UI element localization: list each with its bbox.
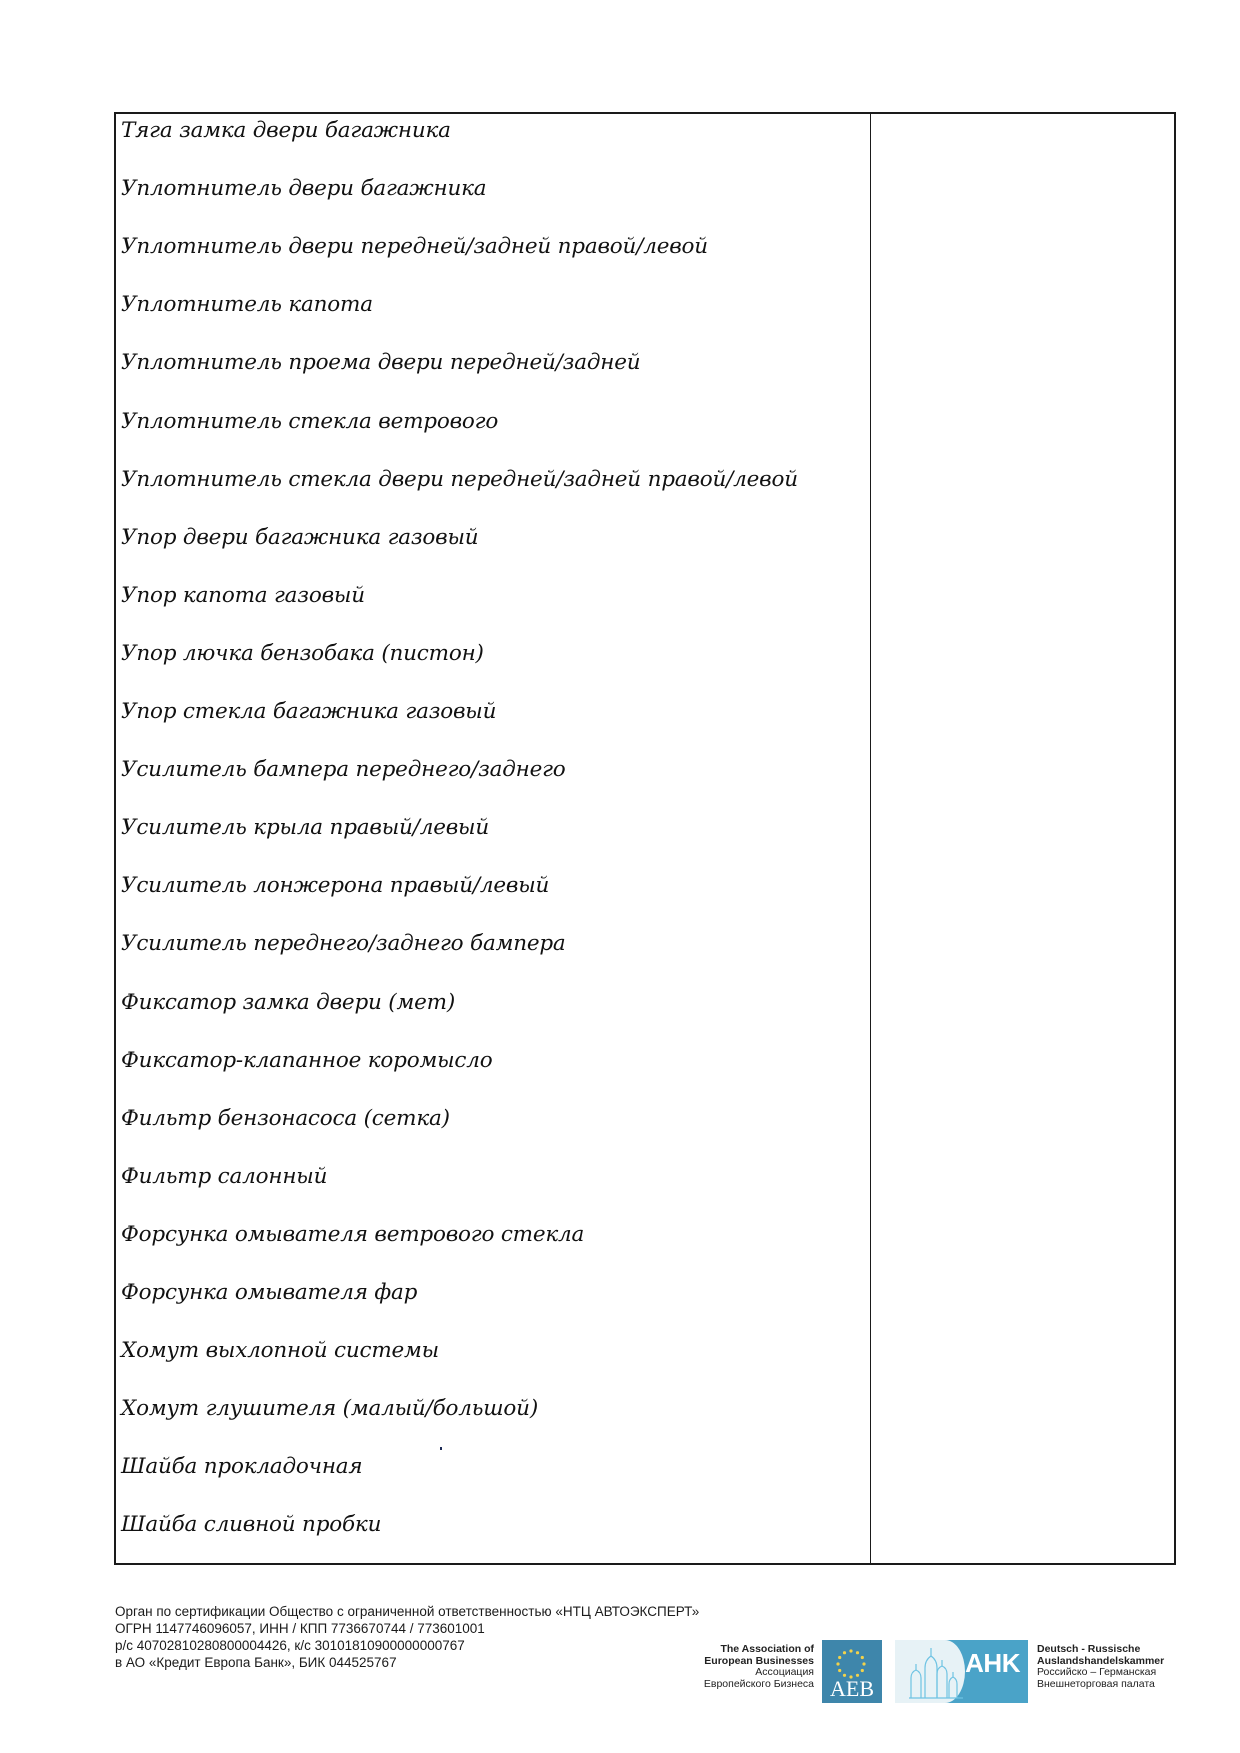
parts-list-item: Уплотнитель стекла двери передней/задней правой/левой — [121, 466, 798, 492]
aeb-logo — [822, 1640, 882, 1703]
parts-list-item: Хомут выхлопной системы — [121, 1338, 439, 1364]
parts-list-item: Шайба прокладочная — [121, 1454, 363, 1480]
parts-list-item: Уплотнитель капота — [121, 292, 373, 318]
parts-list-item: Фильтр салонный — [121, 1163, 328, 1189]
parts-table — [114, 112, 1176, 1565]
aeb-caption — [704, 1644, 814, 1690]
ahk-name-de-2: Auslandshandelskammer — [1037, 1654, 1165, 1667]
parts-list-item: Уплотнитель двери передней/задней правой/левой — [121, 234, 708, 260]
ahk-name-ru-1: Российско – Германская — [1037, 1666, 1157, 1678]
parts-list-item: Форсунка омывателя фар — [121, 1280, 418, 1305]
parts-list-item: Усилитель бампера переднего/заднего — [121, 757, 566, 783]
aeb-name-ru-2: Европейского Бизнеса — [703, 1677, 814, 1690]
parts-list-item: Упор капота газовый — [121, 582, 365, 608]
parts-list-item: Уплотнитель проема двери передней/задней — [121, 350, 641, 376]
parts-list-item: Фиксатор замка двери (мет) — [121, 989, 456, 1015]
ahk-logo — [895, 1640, 1028, 1703]
parts-list-item: Усилитель лонжерона правый/левый — [121, 873, 550, 899]
footer-line-ogrn: ОГРН 1147746096057, ИНН / КПП 7736670744 / 773601001 — [115, 1621, 485, 1636]
parts-list-item: Фильтр бензонасоса (сетка) — [121, 1105, 450, 1131]
parts-list-item: Уплотнитель стекла ветрового — [121, 408, 499, 434]
ahk-name-ru-2: Внешнеторговая палата — [1037, 1677, 1155, 1690]
parts-list-item: Усилитель крыла правый/левый — [121, 815, 489, 841]
parts-list-item: Хомут глушителя (малый/большой) — [121, 1396, 539, 1422]
parts-list-item: Упор двери багажника газовый — [121, 524, 479, 550]
parts-list-item: Форсунка омывателя ветрового стекла — [121, 1221, 585, 1247]
parts-list-item: Уплотнитель двери багажника — [121, 176, 487, 202]
membership-logos — [680, 1636, 1240, 1706]
cathedral-icon — [907, 1646, 969, 1700]
parts-list-item: Фиксатор-клапанное коромысло — [121, 1047, 493, 1073]
aeb-name-en-1: The Association of — [720, 1643, 814, 1655]
parts-list-item: Шайба сливной пробки — [121, 1512, 382, 1538]
aeb-name-ru-1: Ассоциация — [755, 1666, 814, 1678]
ahk-caption — [1037, 1644, 1164, 1690]
parts-list-item: Упор стекла багажника газовый — [121, 699, 497, 724]
certification-body-info — [115, 1603, 699, 1671]
footer-line-account: р/с 40702810280800004426, к/с 30101810900000000767 — [115, 1638, 465, 1653]
aeb-label: AEB — [830, 1676, 874, 1701]
scan-speck — [440, 1447, 442, 1450]
footer-line-org: Орган по сертификации Общество с ограниченной ответственностью «НТЦ АВТОЭКСПЕРТ» — [115, 1604, 700, 1619]
parts-list-item: Усилитель переднего/заднего бампера — [121, 931, 566, 957]
parts-list-item: Тяга замка двери багажника — [121, 118, 451, 143]
footer-line-bank: в АО «Кредит Европа Банк», БИК 044525767 — [115, 1655, 397, 1670]
empty-right-column — [872, 114, 1174, 1563]
ahk-name-de-1: Deutsch - Russische — [1037, 1643, 1141, 1655]
aeb-name-en-2: European Businesses — [704, 1654, 814, 1667]
parts-list-item: Упор лючка бензобака (пистон) — [121, 640, 484, 666]
ahk-label: AHK — [965, 1648, 1020, 1678]
column-divider — [870, 114, 871, 1563]
